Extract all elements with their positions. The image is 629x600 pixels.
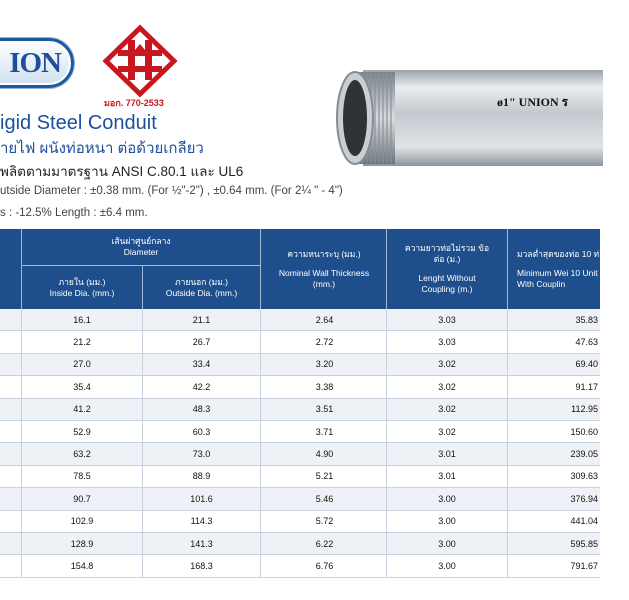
cell-inside-dia: 35.4 [73, 381, 91, 392]
brand-logo-text: ION [9, 46, 61, 79]
table-row [0, 533, 600, 555]
cell-weight: 69.40 [575, 359, 598, 370]
cell-length: 3.03 [438, 337, 456, 348]
cell-weight: 239.05 [570, 449, 598, 460]
cell-wall-thickness: 2.64 [315, 314, 334, 325]
diameter-group-en: Diameter [123, 247, 159, 257]
cell-outside-dia: 168.3 [190, 560, 213, 571]
table-row [0, 399, 600, 421]
cell-outside-dia: 88.9 [192, 471, 211, 482]
cell-length: 3.02 [438, 426, 456, 437]
cell-outside-dia: 73.0 [192, 449, 211, 460]
cell-outside-dia: 60.3 [192, 426, 211, 437]
standard-line: พลิตตามมาตรฐาน ANSI C.80.1 และ UL6 [0, 164, 244, 179]
col-header-wall-thickness: ความหนาระบุ (มม.) Nominal Wall Thickness (mm.) [278, 248, 370, 289]
conduit-pipe-image [335, 58, 600, 176]
cell-length: 3.01 [438, 449, 456, 460]
table-row [0, 354, 600, 376]
table-row [0, 421, 600, 443]
cell-weight: 376.94 [570, 493, 598, 504]
cell-weight: 595.85 [570, 538, 598, 549]
cell-wall-thickness: 6.22 [315, 538, 334, 549]
table-row [0, 488, 600, 510]
cell-length: 3.00 [438, 560, 456, 571]
cell-wall-thickness: 6.76 [315, 560, 334, 571]
cell-inside-dia: 78.5 [73, 471, 91, 482]
cell-length: 3.01 [438, 471, 456, 482]
cell-length: 3.02 [438, 359, 456, 370]
cell-inside-dia: 154.8 [70, 560, 94, 571]
table-row [0, 443, 600, 465]
cell-wall-thickness: 2.72 [315, 337, 334, 348]
cell-inside-dia: 16.1 [73, 314, 91, 325]
table-row [0, 331, 600, 353]
cell-outside-dia: 48.3 [192, 404, 211, 415]
diameter-group-th: เส้นผ่าศูนย์กลาง [111, 236, 171, 246]
cell-outside-dia: 33.4 [192, 359, 211, 370]
cell-outside-dia: 101.6 [190, 493, 213, 504]
table-row [0, 376, 600, 398]
cell-outside-dia: 21.1 [192, 314, 211, 325]
cell-weight: 441.04 [570, 516, 598, 527]
cell-weight: 35.83 [575, 314, 598, 325]
cell-inside-dia: 21.2 [73, 337, 91, 348]
cell-inside-dia: 41.2 [73, 404, 91, 415]
cell-outside-dia: 114.3 [190, 516, 213, 527]
cell-wall-thickness: 3.71 [315, 426, 334, 437]
table-row [0, 511, 600, 533]
col-header-outside-dia: ภายนอก (มม.) Outside Dia. (mm.) [165, 276, 238, 298]
cell-length: 3.00 [438, 516, 456, 527]
cell-wall-thickness: 3.51 [315, 404, 334, 415]
cell-inside-dia: 63.2 [73, 449, 91, 460]
cell-outside-dia: 141.3 [190, 538, 213, 549]
pipe-marking: ø1" UNION ร [497, 95, 569, 109]
cell-weight: 309.63 [570, 471, 598, 482]
cell-inside-dia: 102.9 [70, 516, 94, 527]
cell-wall-thickness: 5.21 [315, 471, 334, 482]
cell-inside-dia: 90.7 [73, 493, 91, 504]
tis-certification-icon [104, 26, 176, 96]
product-title: igid Steel Conduit [0, 112, 157, 134]
cell-wall-thickness: 4.90 [315, 449, 334, 460]
table-row [0, 309, 600, 331]
table-row [0, 466, 600, 488]
tolerance-line-2: s : -12.5% Length : ±6.4 mm. [0, 207, 148, 219]
cell-inside-dia: 128.9 [70, 538, 94, 549]
cell-weight: 150.60 [570, 426, 598, 437]
cell-wall-thickness: 3.20 [315, 359, 334, 370]
cell-inside-dia: 27.0 [73, 359, 91, 370]
cell-length: 3.00 [438, 493, 456, 504]
cell-length: 3.02 [438, 381, 456, 392]
spec-table [0, 229, 621, 578]
cell-outside-dia: 42.2 [192, 381, 211, 392]
cell-outside-dia: 26.7 [192, 337, 211, 348]
cell-weight: 91.17 [575, 381, 598, 392]
brand-logo [0, 38, 74, 88]
tolerance-line: utside Diameter : ±0.38 mm. (For ½"-2") , ±0.64 mm. (For 2¼ " - 4") [0, 185, 343, 197]
diameter-group-header [22, 229, 260, 265]
cell-length: 3.03 [438, 314, 456, 325]
product-subtitle: ายไฟ ผนังท่อหนา ต่อด้วยเกลียว [0, 140, 204, 157]
table-header [0, 229, 621, 309]
cell-wall-thickness: 5.46 [315, 493, 334, 504]
cell-wall-thickness: 3.38 [315, 381, 334, 392]
cell-wall-thickness: 5.72 [315, 516, 334, 527]
cell-inside-dia: 52.9 [73, 426, 91, 437]
cell-length: 3.02 [438, 404, 456, 415]
col-header-inside-dia: ภายใน (มม.) Inside Dia. (mm.) [49, 276, 115, 298]
col-header-weight: มวลต่ำสุดของท่อ 10 ท่อน (ก Minimum Wei 10 Unit Len With Couplin [517, 248, 621, 289]
cell-weight: 791.67 [570, 560, 598, 571]
cell-weight: 47.63 [575, 337, 598, 348]
tis-code: มอก. 770-2533 [104, 98, 164, 108]
cell-length: 3.00 [438, 538, 456, 549]
col-header-length: ความยาวท่อไม่รวม ข้อต่อ (ม.) Lenght Without Coupling (m.) [404, 243, 490, 294]
cell-weight: 112.95 [571, 404, 598, 415]
table-body [0, 309, 600, 578]
table-row [0, 555, 600, 577]
